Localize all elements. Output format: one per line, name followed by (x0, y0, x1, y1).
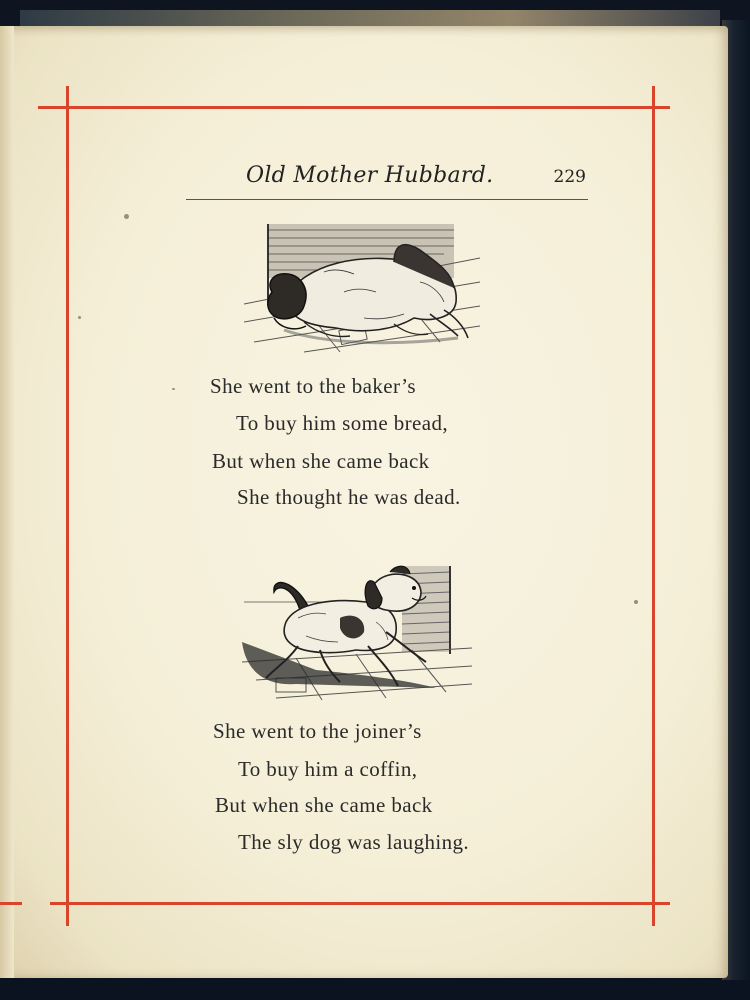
page-number: 229 (553, 167, 586, 187)
verse-line: To buy him some bread, (236, 411, 449, 435)
paper-speck (172, 388, 175, 390)
verse-line: She went to the baker’s (210, 374, 416, 398)
verse-line: But when she came back (215, 793, 433, 817)
running-title: Old Mother Hubbard. (246, 163, 494, 188)
verse-line: She thought he was dead. (237, 485, 461, 509)
verse-line: The sly dog was laughing. (238, 830, 470, 854)
verse-line: She went to the joiner’s (213, 719, 422, 743)
paper-speck (634, 600, 638, 604)
paper-speck (78, 316, 81, 319)
verse-line: But when she came back (212, 449, 430, 473)
paper-speck (124, 214, 129, 219)
verse-line: To buy him a coffin, (238, 757, 418, 781)
